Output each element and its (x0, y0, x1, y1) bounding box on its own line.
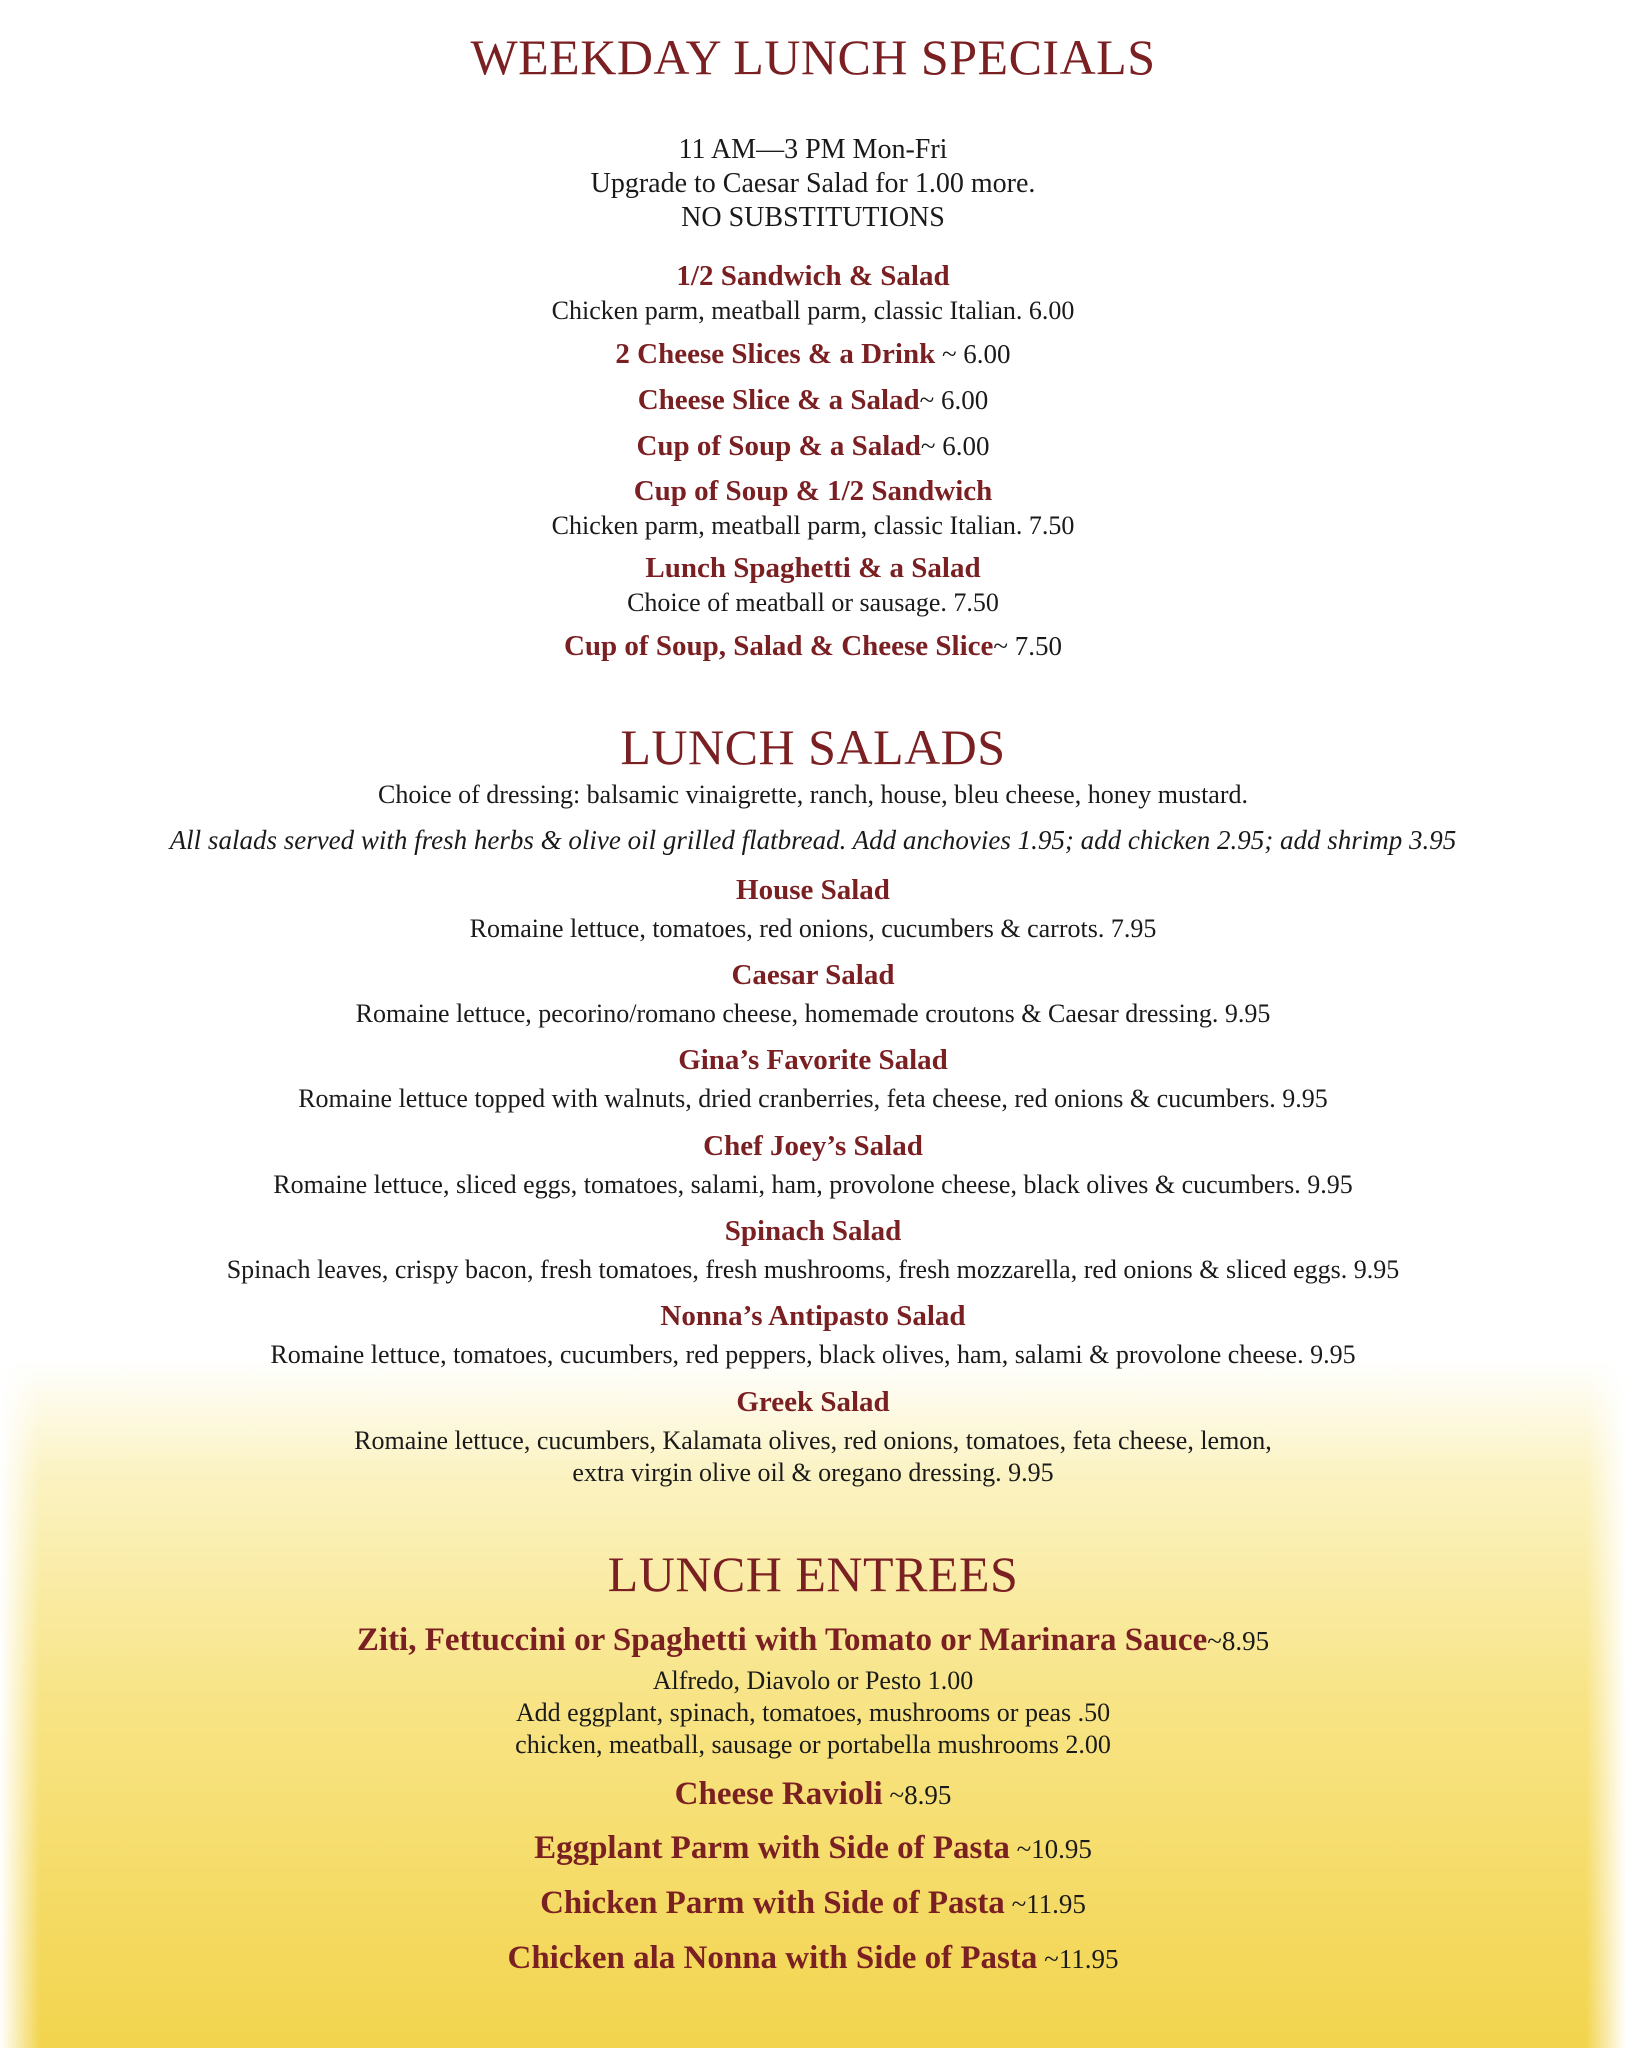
salad-item-name: Nonna’s Antipasto Salad (660, 1300, 966, 1332)
special-item-title: Cheese Slice & a Salad (637, 384, 920, 416)
salads-addons-note: All salads served with fresh herbs & olive oil grilled flatbread. Add anchovies 1.95; add chicken 2.95; add shrimp 3.95 (169, 825, 1457, 855)
special-item-desc: Chicken parm, meatball parm, classic Italian. 7.50 (551, 511, 1075, 540)
special-item-price: ~ 7.50 (993, 631, 1063, 661)
special-item-name (0, 430, 1626, 463)
salad-item-name: Chef Joey’s Salad (703, 1130, 923, 1162)
salads-dressing-note: Choice of dressing: balsamic vinaigrette, ranch, house, bleu cheese, honey mustard. (377, 780, 1248, 809)
special-item-title: 1/2 Sandwich & Salad (676, 260, 950, 292)
special-item-title: Lunch Spaghetti & a Salad (645, 552, 981, 584)
salad-item-name: Greek Salad (736, 1386, 890, 1418)
salad-item-desc: Romaine lettuce, cucumbers, Kalamata olives, red onions, tomatoes, feta cheese, lemon, (354, 1426, 1272, 1455)
entree-item-name (0, 1830, 1626, 1867)
salad-item-name: Gina’s Favorite Salad (678, 1044, 948, 1076)
salad-item-name: Caesar Salad (731, 959, 895, 991)
salad-item-desc-continued: extra virgin olive oil & oregano dressing. 9.95 (572, 1458, 1054, 1487)
entree-item-name (0, 1885, 1626, 1922)
salad-item-desc: Romaine lettuce, sliced eggs, tomatoes, salami, ham, provolone cheese, black olives & cucumbers. 9.95 (273, 1170, 1353, 1199)
entree-item-name (0, 1940, 1626, 1977)
entree-item-price: ~10.95 (1009, 1834, 1092, 1864)
special-item-name (0, 475, 1626, 508)
entree-item-price: ~11.95 (1004, 1889, 1086, 1919)
special-item-title: Cup of Soup, Salad & Cheese Slice (563, 630, 994, 662)
entree-pasta-title: Ziti, Fettuccini or Spaghetti with Tomato or Marinara Sauce (356, 1622, 1208, 1658)
special-item-name (0, 260, 1626, 293)
special-item-price: ~ 6.00 (935, 339, 1011, 369)
lunch-entrees-title: LUNCH ENTREES (607, 1546, 1019, 1602)
lunch-specials-hours: 11 AM—3 PM Mon-Fri (678, 134, 948, 165)
special-item-name (0, 338, 1626, 371)
entree-item-price: ~11.95 (1037, 1944, 1119, 1974)
salad-item-desc: Romaine lettuce, tomatoes, cucumbers, red peppers, black olives, ham, salami & provolone cheese. 9.95 (270, 1340, 1356, 1369)
entree-item-title: Chicken ala Nonna with Side of Pasta (507, 1940, 1038, 1976)
entree-pasta-option: chicken, meatball, sausage or portabella mushrooms 2.00 (515, 1730, 1111, 1759)
entree-pasta-price: ~8.95 (1207, 1626, 1270, 1656)
special-item-desc: Choice of meatball or sausage. 7.50 (627, 588, 999, 617)
entree-item-price: ~8.95 (882, 1780, 952, 1810)
entree-item-title: Cheese Ravioli (674, 1776, 883, 1812)
entree-item-title: Eggplant Parm with Side of Pasta (534, 1830, 1010, 1866)
special-item-title: Cup of Soup & a Salad (636, 430, 921, 462)
special-item-name (0, 630, 1626, 663)
entree-item-title: Chicken Parm with Side of Pasta (540, 1885, 1005, 1921)
special-item-title: 2 Cheese Slices & a Drink (615, 338, 936, 370)
special-item-name (0, 552, 1626, 585)
lunch-specials-title: WEEKDAY LUNCH SPECIALS (470, 29, 1156, 85)
special-item-name (0, 384, 1626, 417)
special-item-price: ~ 6.00 (920, 431, 990, 461)
salad-item-desc: Spinach leaves, crispy bacon, fresh tomatoes, fresh mushrooms, fresh mozzarella, red onions & sliced eggs. 9.95 (226, 1255, 1400, 1284)
lunch-specials-no-substitutions: NO SUBSTITUTIONS (681, 202, 945, 233)
special-item-desc: Chicken parm, meatball parm, classic Italian. 6.00 (551, 296, 1075, 325)
entree-item-name (0, 1776, 1626, 1813)
special-item-price: ~ 6.00 (919, 385, 989, 415)
entree-pasta-name (0, 1622, 1626, 1659)
special-item-title: Cup of Soup & 1/2 Sandwich (633, 475, 993, 507)
salad-item-desc: Romaine lettuce, tomatoes, red onions, cucumbers & carrots. 7.95 (469, 914, 1157, 943)
entree-pasta-option: Add eggplant, spinach, tomatoes, mushrooms or peas .50 (515, 1698, 1111, 1727)
salad-item-desc: Romaine lettuce, pecorino/romano cheese, homemade croutons & Caesar dressing. 9.95 (355, 999, 1271, 1028)
salad-item-name: House Salad (736, 874, 890, 906)
entree-pasta-option: Alfredo, Diavolo or Pesto 1.00 (652, 1666, 974, 1695)
lunch-salads-title: LUNCH SALADS (620, 719, 1006, 775)
salad-item-name: Spinach Salad (724, 1215, 902, 1247)
lunch-specials-upgrade: Upgrade to Caesar Salad for 1.00 more. (590, 168, 1036, 199)
salad-item-desc: Romaine lettuce topped with walnuts, dried cranberries, feta cheese, red onions & cucumbers. 9.95 (298, 1084, 1328, 1113)
